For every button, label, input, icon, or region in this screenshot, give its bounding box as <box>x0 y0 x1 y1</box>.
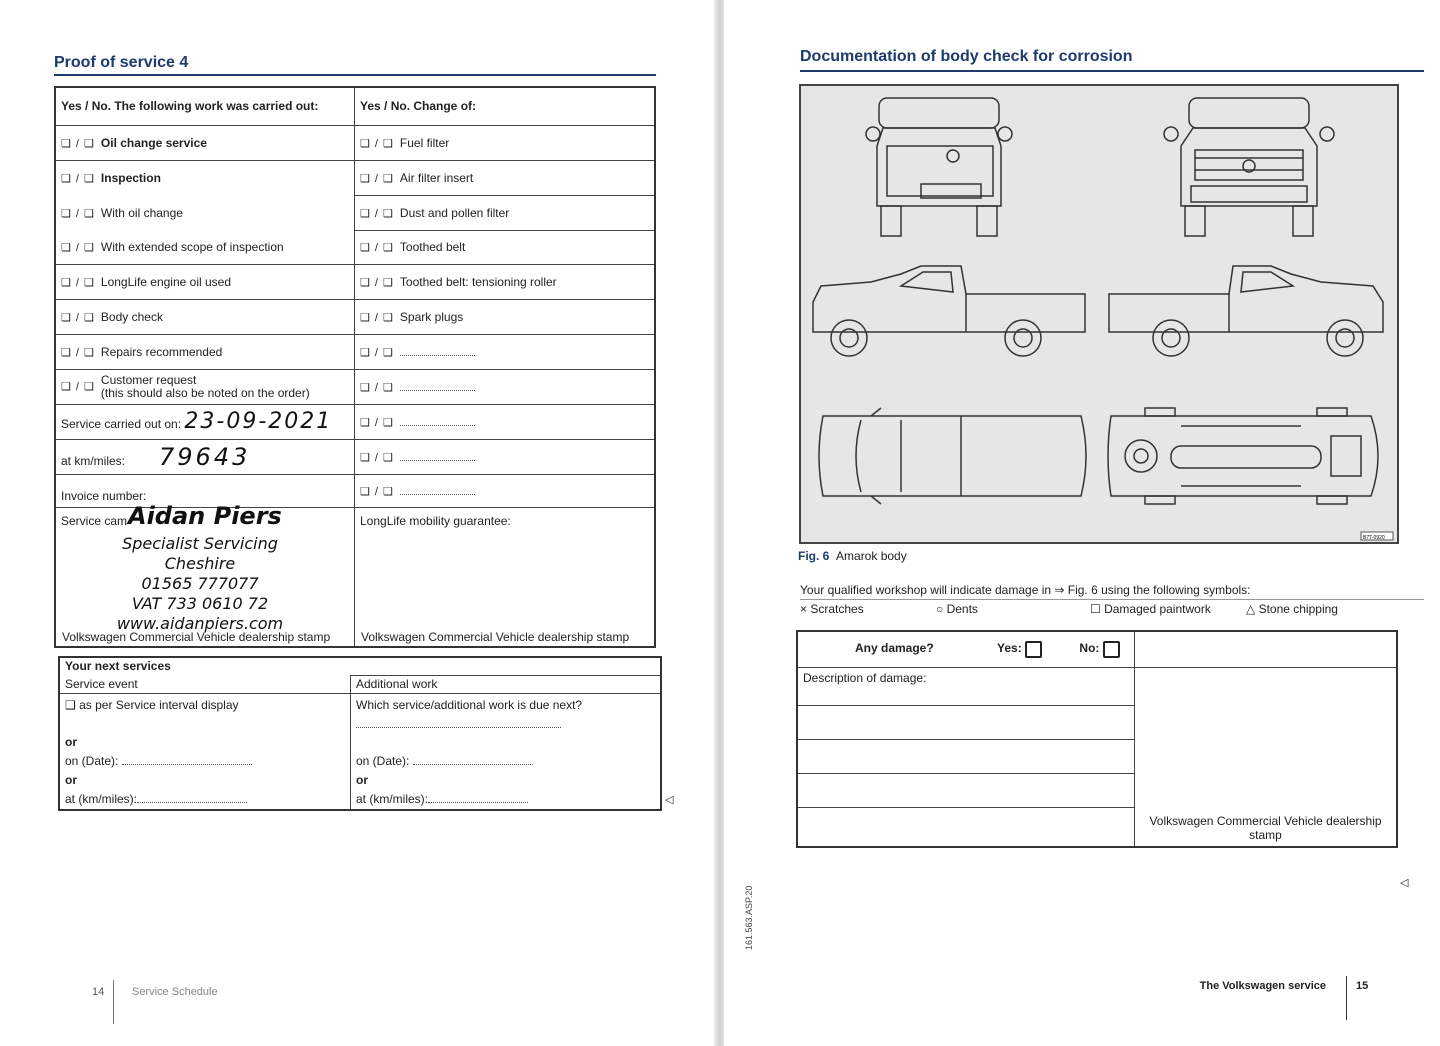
any-damage-cell <box>797 631 1135 667</box>
dealer-stamp-cell <box>1135 667 1398 847</box>
change-header: Yes / No. Change of: <box>355 87 656 125</box>
yes-no-checkbox[interactable]: ❑ / ❑ <box>360 416 394 429</box>
no-label: No: <box>1079 641 1100 656</box>
yes-no-checkbox[interactable]: ❑ / ❑ <box>61 381 95 393</box>
on-date-label: on (Date): <box>65 753 119 768</box>
title-rule <box>800 70 1424 72</box>
figure-number: Fig. 6 <box>798 549 830 563</box>
right-page <box>724 0 1440 1046</box>
yes-no-checkbox[interactable]: ❑ / ❑ <box>61 276 95 289</box>
rear-view-drawing <box>866 98 1012 236</box>
symbol-scratches: × Scratches <box>800 602 864 616</box>
yes-no-checkbox[interactable]: ❑ / ❑ <box>360 172 394 185</box>
dealer-stamp <box>56 534 344 634</box>
change-label: Fuel filter <box>399 135 450 150</box>
which-service-label: Which service/additional work is due next? <box>356 697 583 712</box>
description-line[interactable] <box>797 739 1135 773</box>
customer-request-label: Customer request <box>100 372 197 387</box>
side-view-right-drawing <box>1109 266 1383 356</box>
at-km-label: at (km/miles): <box>65 791 137 806</box>
page-title: Proof of service 4 <box>54 54 189 71</box>
yes-no-checkbox[interactable]: ❑ / ❑ <box>360 311 394 324</box>
work-row-body-check <box>55 299 355 334</box>
amarok-body-figure <box>799 84 1399 544</box>
symbol-damaged-paintwork: ☐ Damaged paintwork <box>1090 602 1211 616</box>
change-row <box>355 264 656 299</box>
work-label: With extended scope of inspection <box>100 239 284 254</box>
work-row-repairs <box>55 334 355 369</box>
vehicle-diagram <box>801 86 1397 542</box>
front-view-drawing <box>1164 98 1334 236</box>
work-label: LongLife engine oil used <box>100 274 232 289</box>
yes-label: Yes: <box>997 641 1022 656</box>
km-value-handwritten[interactable]: 79643 <box>159 442 251 471</box>
change-row-blank <box>355 439 656 474</box>
symbol-stone-chipping: △ Stone chipping <box>1246 602 1338 616</box>
service-date-handwritten[interactable]: 23-09-2021 <box>184 409 333 434</box>
continue-arrow-icon: ◁ <box>1400 877 1409 889</box>
interval-display-option[interactable]: ❑ as per Service interval display <box>65 697 239 712</box>
footer-divider <box>113 980 114 1024</box>
figure-code: B7T-0920 <box>1363 535 1385 541</box>
work-label: Repairs recommended <box>100 344 223 359</box>
next-col2-header: Additional work <box>351 675 662 693</box>
page-number: 14 <box>92 986 105 998</box>
work-header: Yes / No. The following work was carried out: <box>55 87 355 125</box>
change-row-blank <box>355 334 656 369</box>
km-label: at km/miles: <box>61 453 126 468</box>
yes-checkbox[interactable] <box>1025 641 1042 658</box>
change-row-blank <box>355 404 656 439</box>
blank-dotted-line[interactable] <box>400 347 475 356</box>
work-label: Body check <box>100 309 163 324</box>
on-date-field[interactable] <box>413 756 533 765</box>
change-row-blank <box>355 369 656 404</box>
indicate-instructions: Your qualified workshop will indicate damage in ⇒ Fig. 6 using the following symbols: <box>800 583 1251 597</box>
stamp-line: VAT 733 0610 72 <box>131 593 269 613</box>
on-date-label: on (Date): <box>356 753 410 768</box>
footer-section: The Volkswagen service <box>1199 980 1326 992</box>
blank-dotted-line[interactable] <box>400 417 475 426</box>
work-label: With oil change <box>100 205 183 220</box>
yes-no-checkbox[interactable]: ❑ / ❑ <box>61 241 95 254</box>
work-row-oil-change <box>55 125 355 160</box>
side-view-left-drawing <box>813 266 1085 356</box>
at-km-field[interactable] <box>428 794 528 803</box>
next-service-event-cell <box>59 693 351 810</box>
yes-no-checkbox[interactable]: ❑ / ❑ <box>360 451 394 464</box>
or-label: or <box>65 734 77 749</box>
damage-header-blank <box>1135 631 1398 667</box>
change-label: Toothed belt: tensioning roller <box>399 274 557 289</box>
footer-divider <box>1346 976 1347 1020</box>
work-row-longlife <box>55 264 355 299</box>
no-checkbox[interactable] <box>1103 641 1120 658</box>
service-date-row <box>55 404 355 439</box>
left-page <box>0 0 716 1046</box>
work-row-customer-request <box>55 369 355 404</box>
invoice-label: Invoice number: <box>61 488 147 503</box>
footer-section: Service Schedule <box>132 986 218 998</box>
work-row-inspection <box>55 160 355 195</box>
continue-arrow-icon: ◁ <box>665 794 674 806</box>
at-km-field[interactable] <box>137 794 247 803</box>
yes-no-checkbox[interactable]: ❑ / ❑ <box>360 242 394 254</box>
blank-dotted-line[interactable] <box>400 382 475 391</box>
km-row <box>55 439 355 474</box>
yes-no-checkbox[interactable]: ❑ / ❑ <box>61 346 95 359</box>
change-row <box>355 125 656 160</box>
description-line[interactable] <box>797 807 1135 847</box>
work-label: Oil change service <box>100 135 207 150</box>
next-col1-header: Service event <box>59 675 351 693</box>
yes-no-checkbox[interactable]: ❑ / ❑ <box>61 172 95 185</box>
change-row <box>355 299 656 334</box>
figure-caption <box>798 549 907 563</box>
work-row-extended <box>55 230 355 264</box>
change-label: Dust and pollen filter <box>399 205 510 220</box>
stamp-line: Cheshire <box>164 553 236 573</box>
yes-no-checkbox[interactable]: ❑ / ❑ <box>360 276 394 289</box>
yes-no-checkbox[interactable]: ❑ / ❑ <box>360 137 394 150</box>
any-damage-label: Any damage? <box>855 641 934 656</box>
top-view-drawing <box>819 408 1086 504</box>
symbol-dents: ○ Dents <box>936 602 978 616</box>
change-label: Toothed belt <box>399 240 466 254</box>
or-label: or <box>65 772 77 787</box>
stamp-name: Aidan Piers <box>128 501 282 530</box>
work-row-with-oil-change <box>55 195 355 230</box>
customer-request-note: (this should also be noted on the order) <box>100 385 310 400</box>
or-label: or <box>356 772 368 787</box>
next-additional-work-cell <box>351 693 662 810</box>
dealer-stamp-label: Volkswagen Commercial Vehicle dealership stamp <box>62 630 331 644</box>
dealer-stamp-label: Volkswagen Commercial Vehicle dealership stamp <box>1149 814 1382 842</box>
work-label: Inspection <box>100 170 161 185</box>
yes-no-checkbox[interactable]: ❑ / ❑ <box>61 207 95 220</box>
change-row <box>355 230 656 264</box>
on-date-field[interactable] <box>122 756 252 765</box>
blank-dotted-line[interactable] <box>400 486 475 495</box>
mobility-label: LongLife mobility guarantee: <box>360 513 511 528</box>
yes-no-checkbox[interactable]: ❑ / ❑ <box>61 137 95 150</box>
side-part-code: 161.563.ASP.20 <box>744 885 754 950</box>
description-line[interactable] <box>797 705 1135 739</box>
figure-caption-text: Amarok body <box>836 549 907 563</box>
service-camp-label: Service cam <box>61 513 128 528</box>
yes-no-checkbox[interactable]: ❑ / ❑ <box>360 485 394 498</box>
page-number: 15 <box>1356 980 1369 992</box>
description-label: Description of damage: <box>803 670 927 685</box>
next-services-table <box>58 656 662 811</box>
yes-no-checkbox[interactable]: ❑ / ❑ <box>360 207 394 220</box>
next-services-title: Your next services <box>59 657 661 675</box>
damage-table <box>796 630 1398 848</box>
underbody-view-drawing <box>1108 408 1378 504</box>
change-label: Spark plugs <box>399 309 464 324</box>
stamp-line: www.aidanpiers.com <box>116 613 284 633</box>
title-rule <box>54 74 656 76</box>
service-stamp-cell <box>55 501 355 647</box>
page-title: Documentation of body check for corrosion <box>800 48 1133 65</box>
change-label: Air filter insert <box>399 170 474 185</box>
service-carried-label: Service carried out on: <box>61 417 182 431</box>
yes-no-checkbox[interactable]: ❑ / ❑ <box>61 311 95 324</box>
blank-dotted-line[interactable] <box>400 452 475 461</box>
change-row <box>355 195 656 230</box>
description-label-row[interactable] <box>797 667 1135 705</box>
proof-of-service-table <box>54 86 656 648</box>
stamp-line: Specialist Servicing <box>122 533 278 553</box>
instructions-rule <box>800 599 1424 600</box>
at-km-label: at (km/miles): <box>356 791 428 806</box>
change-row-blank <box>355 474 656 507</box>
yes-no-checkbox[interactable]: ❑ / ❑ <box>360 346 394 359</box>
which-service-field[interactable] <box>356 719 561 728</box>
change-row <box>355 160 656 195</box>
mobility-cell <box>355 507 656 647</box>
yes-no-checkbox[interactable]: ❑ / ❑ <box>360 381 394 394</box>
description-line[interactable] <box>797 773 1135 807</box>
stamp-line: 01565 777077 <box>141 573 259 593</box>
dealer-stamp-label: Volkswagen Commercial Vehicle dealership stamp <box>361 630 630 644</box>
